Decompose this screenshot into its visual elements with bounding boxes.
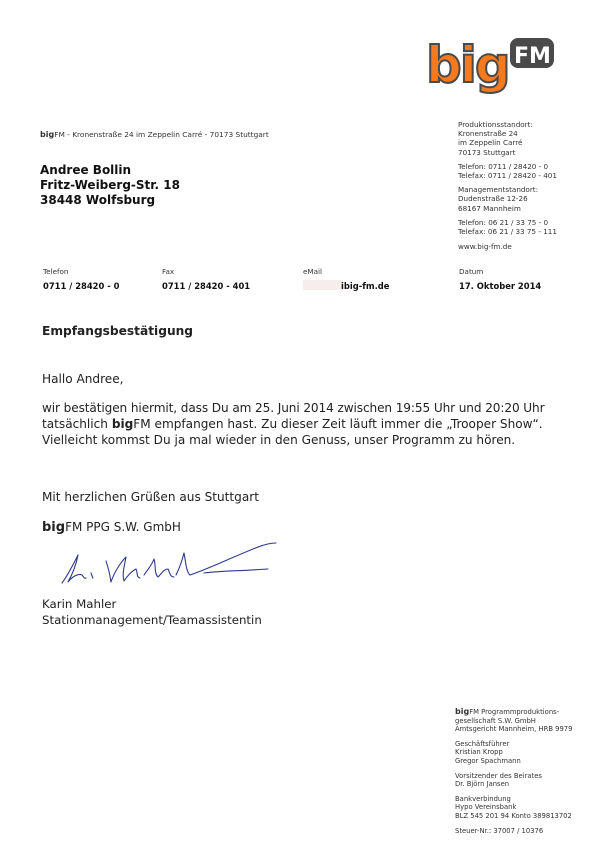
telefon-label: Telefon	[43, 267, 69, 276]
fax-label: Fax	[162, 267, 175, 276]
footer-company-line: gesellschaft S.W. GmbH	[455, 716, 536, 725]
footer-gf-line: Kristian Kropp	[455, 748, 503, 757]
produktion-phone: Telefon: 0711 / 28420 - 0	[458, 161, 549, 171]
footer-brand: big	[455, 707, 470, 716]
signatory-block	[42, 596, 262, 628]
footer-company-line: Amtsgericht Mannheim, HRB 9979	[455, 725, 573, 734]
produktion-line: Produktionsstandort:	[458, 120, 533, 129]
produktion-line: Kronenstraße 24	[458, 129, 518, 139]
sender-info-column	[458, 120, 557, 251]
body-brand: big	[111, 417, 134, 431]
sender-rest: FM - Kronenstraße 24 im Zeppelin Carré - 70173 Stuttgart	[54, 130, 269, 139]
greeting: Hallo Andree,	[42, 372, 124, 386]
email-label: eMail	[303, 267, 323, 276]
footer-beirat-line: Vorsitzender des Beirates	[455, 771, 542, 780]
footer-company-rest: FM Programmproduktions-	[469, 708, 560, 716]
signatory-title: Stationmanagement/Teamassistentin	[42, 613, 262, 627]
footer-bank-line: Hypo Vereinsbank	[455, 803, 517, 812]
email-redaction	[303, 280, 343, 290]
website-link[interactable]: www.big-fm.de	[458, 242, 512, 252]
footer-info	[455, 708, 572, 835]
letter-body	[42, 400, 550, 448]
footer-company	[455, 708, 572, 717]
signatory-name: Karin Mahler	[42, 597, 117, 611]
management-fax: Telefax: 06 21 / 33 75 - 111	[458, 227, 557, 237]
company-rest: FM PPG S.W. GmbH	[65, 520, 181, 534]
handwritten-signature	[58, 535, 283, 594]
company-signoff	[42, 520, 181, 535]
recipient-name: Andree Bollin	[40, 163, 132, 177]
recipient-address	[40, 163, 180, 208]
body-line-2b: FM empfangen hast. Zu dieser Zeit läuft immer die „Trooper Show“.	[133, 417, 543, 431]
footer-gf-line: Geschäftsführer	[455, 739, 510, 748]
management-line: Dudenstraße 12-26	[458, 194, 528, 204]
body-line-1: wir bestätigen hiermit, dass Du am 25. Juni 2014 zwischen 19:55 Uhr und 20:20 Uhr	[42, 401, 545, 415]
logo-fm-text: FM	[514, 44, 551, 69]
datum-value: 17. Oktober 2014	[459, 281, 542, 291]
body-line-2a: tatsächlich	[42, 417, 112, 431]
company-brand: big	[42, 520, 66, 535]
management-phone: Telefon: 06 21 / 33 75 - 0	[458, 217, 549, 227]
footer-bank-line: Bankverbindung	[455, 794, 511, 803]
body-line-3: Vielleicht kommst Du ja mal wieder in den Genuss, unser Programm zu hören.	[42, 433, 516, 447]
subject-heading: Empfangsbestätigung	[42, 324, 194, 338]
produktion-fax: Telefax: 0711 / 28420 - 401	[458, 171, 557, 181]
bigfm-logo	[424, 36, 556, 100]
produktion-line: 70173 Stuttgart	[458, 147, 516, 157]
email-value[interactable]: ibig-fm.de	[341, 281, 390, 291]
management-line: 68167 Mannheim	[458, 203, 521, 213]
sender-brand: big	[40, 130, 55, 139]
logo-big-text: big	[426, 36, 509, 94]
sender-line	[40, 130, 269, 139]
footer-beirat-line: Dr. Björn Jansen	[455, 780, 510, 789]
footer-gf-line: Gregor Spachmann	[455, 756, 521, 765]
closing: Mit herzlichen Grüßen aus Stuttgart	[42, 490, 259, 504]
fax-value: 0711 / 28420 - 401	[162, 281, 251, 291]
telefon-value: 0711 / 28420 - 0	[43, 281, 120, 291]
management-line: Managementstandort:	[458, 185, 539, 195]
recipient-street: Fritz-Weiberg-Str. 18	[40, 178, 180, 192]
produktion-line: im Zeppelin Carré	[458, 138, 523, 148]
recipient-city: 38448 Wolfsburg	[40, 193, 156, 207]
datum-label: Datum	[459, 267, 484, 276]
footer-steuer: Steuer-Nr.: 37007 / 10376	[455, 826, 544, 835]
footer-bank-line: BLZ 545 201 94 Konto 389813702	[455, 811, 572, 820]
body-line-2	[42, 416, 550, 432]
